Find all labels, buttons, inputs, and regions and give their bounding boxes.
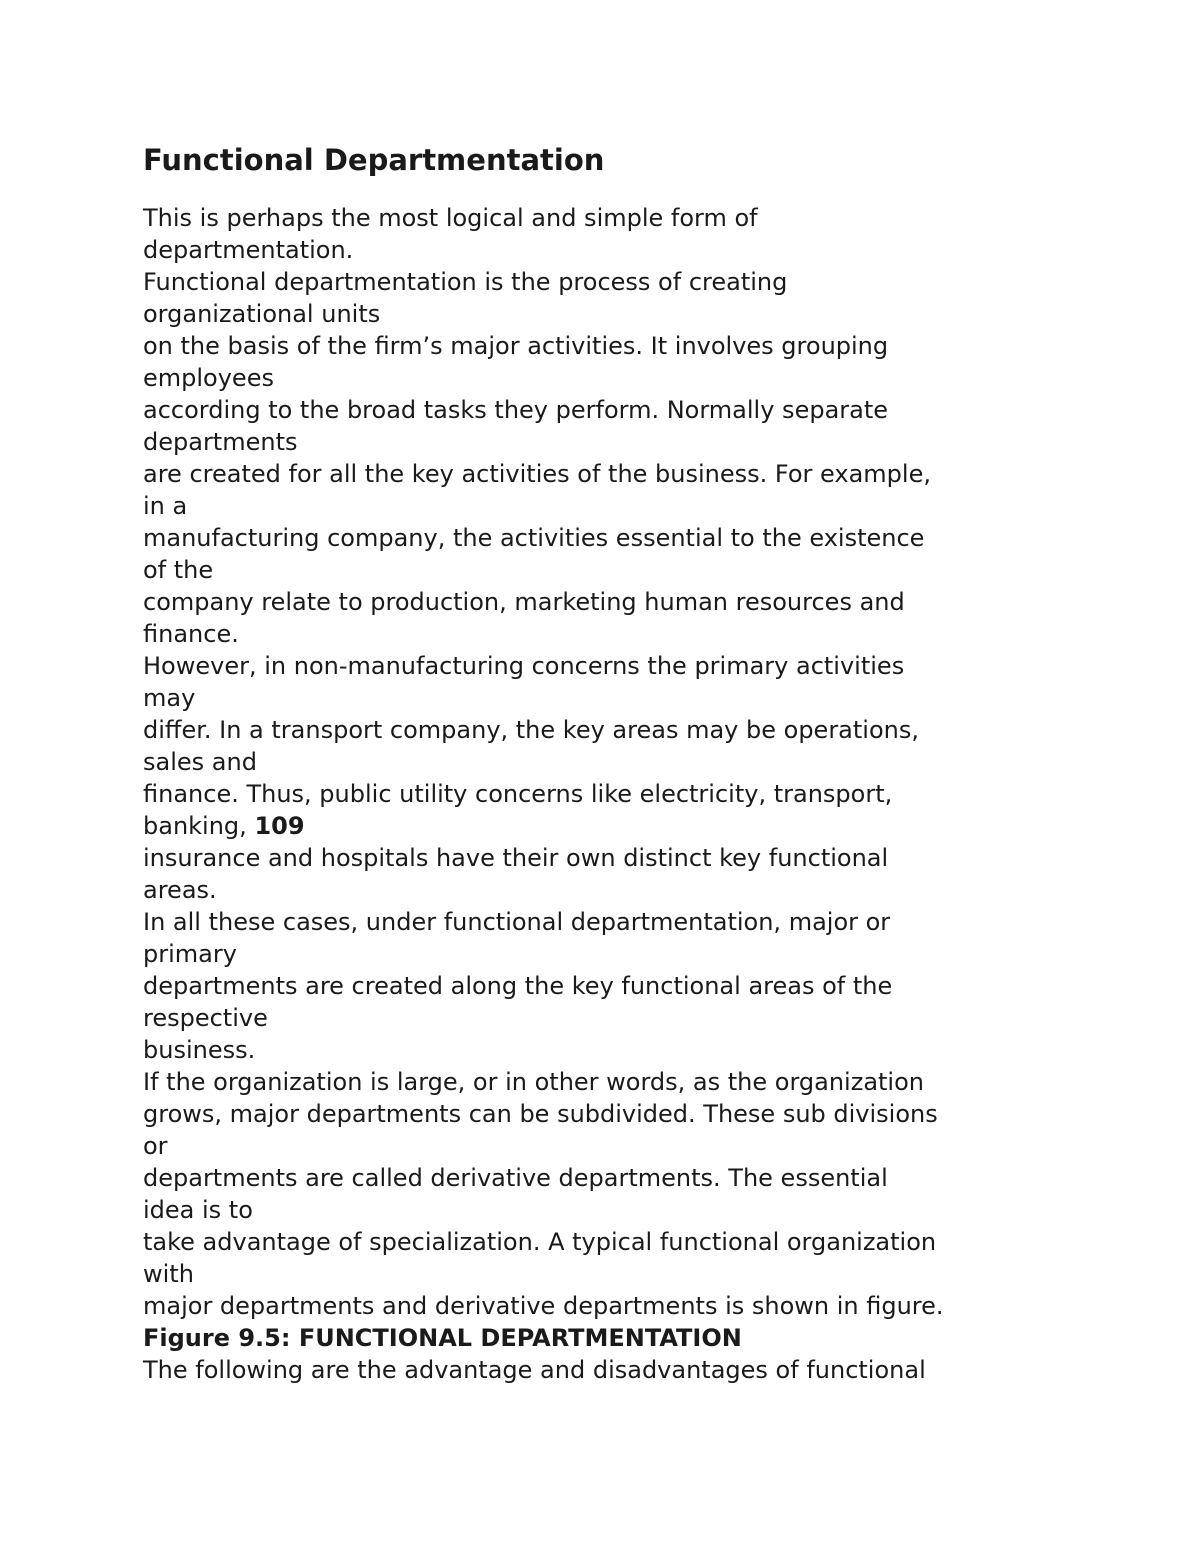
text-line: In all these cases, under functional departmentation, major or — [143, 908, 891, 936]
text-line: However, in non-manufacturing concerns the primary activities — [143, 652, 905, 680]
text-line: are created for all the key activities of the business. For example, — [143, 460, 931, 488]
text-line: organizational units — [143, 300, 381, 328]
text-line: major departments and derivative departments is shown in figure. — [143, 1292, 944, 1320]
text-fragment: banking, — [143, 812, 247, 840]
text-line: differ. In a transport company, the key areas may be operations, — [143, 716, 919, 744]
text-line: This is perhaps the most logical and simple form of — [143, 204, 758, 232]
text-line: departmentation. — [143, 236, 354, 264]
text-line: manufacturing company, the activities essential to the existence — [143, 524, 925, 552]
text-line: may — [143, 684, 196, 712]
text-line: idea is to — [143, 1196, 253, 1224]
text-line: on the basis of the firm’s major activities. It involves grouping — [143, 332, 889, 360]
text-line: insurance and hospitals have their own distinct key functional — [143, 844, 889, 872]
document-page — [143, 140, 1083, 1386]
text-line: take advantage of specialization. A typical functional organization — [143, 1228, 937, 1256]
text-line: primary — [143, 940, 237, 968]
text-line: employees — [143, 364, 274, 392]
page-number: 109 — [254, 812, 305, 840]
text-line: business. — [143, 1036, 256, 1064]
document-title: Functional Departmentation — [143, 143, 605, 177]
text-line: according to the broad tasks they perform. Normally separate — [143, 396, 889, 424]
figure-caption: Figure 9.5: FUNCTIONAL DEPARTMENTATION — [143, 1324, 742, 1352]
text-line: respective — [143, 1004, 268, 1032]
text-line: finance. Thus, public utility concerns like electricity, transport, — [143, 780, 893, 808]
text-line: If the organization is large, or in other words, as the organization — [143, 1068, 924, 1096]
closing-line: The following are the advantage and disadvantages of functional — [143, 1356, 926, 1384]
text-line-with-page-number — [143, 810, 1083, 842]
text-line: finance. — [143, 620, 239, 648]
text-line: company relate to production, marketing human resources and — [143, 588, 905, 616]
text-line: of the — [143, 556, 214, 584]
text-line: with — [143, 1260, 194, 1288]
text-line: sales and — [143, 748, 257, 776]
text-line: departments — [143, 428, 298, 456]
text-line: grows, major departments can be subdivided. These sub divisions — [143, 1100, 938, 1128]
text-line: Functional departmentation is the process of creating — [143, 268, 788, 296]
text-line: or — [143, 1132, 168, 1160]
text-line: departments are called derivative departments. The essential — [143, 1164, 888, 1192]
body-text — [143, 202, 1083, 1386]
text-line: departments are created along the key functional areas of the — [143, 972, 893, 1000]
text-line: areas. — [143, 876, 217, 904]
text-line: in a — [143, 492, 188, 520]
